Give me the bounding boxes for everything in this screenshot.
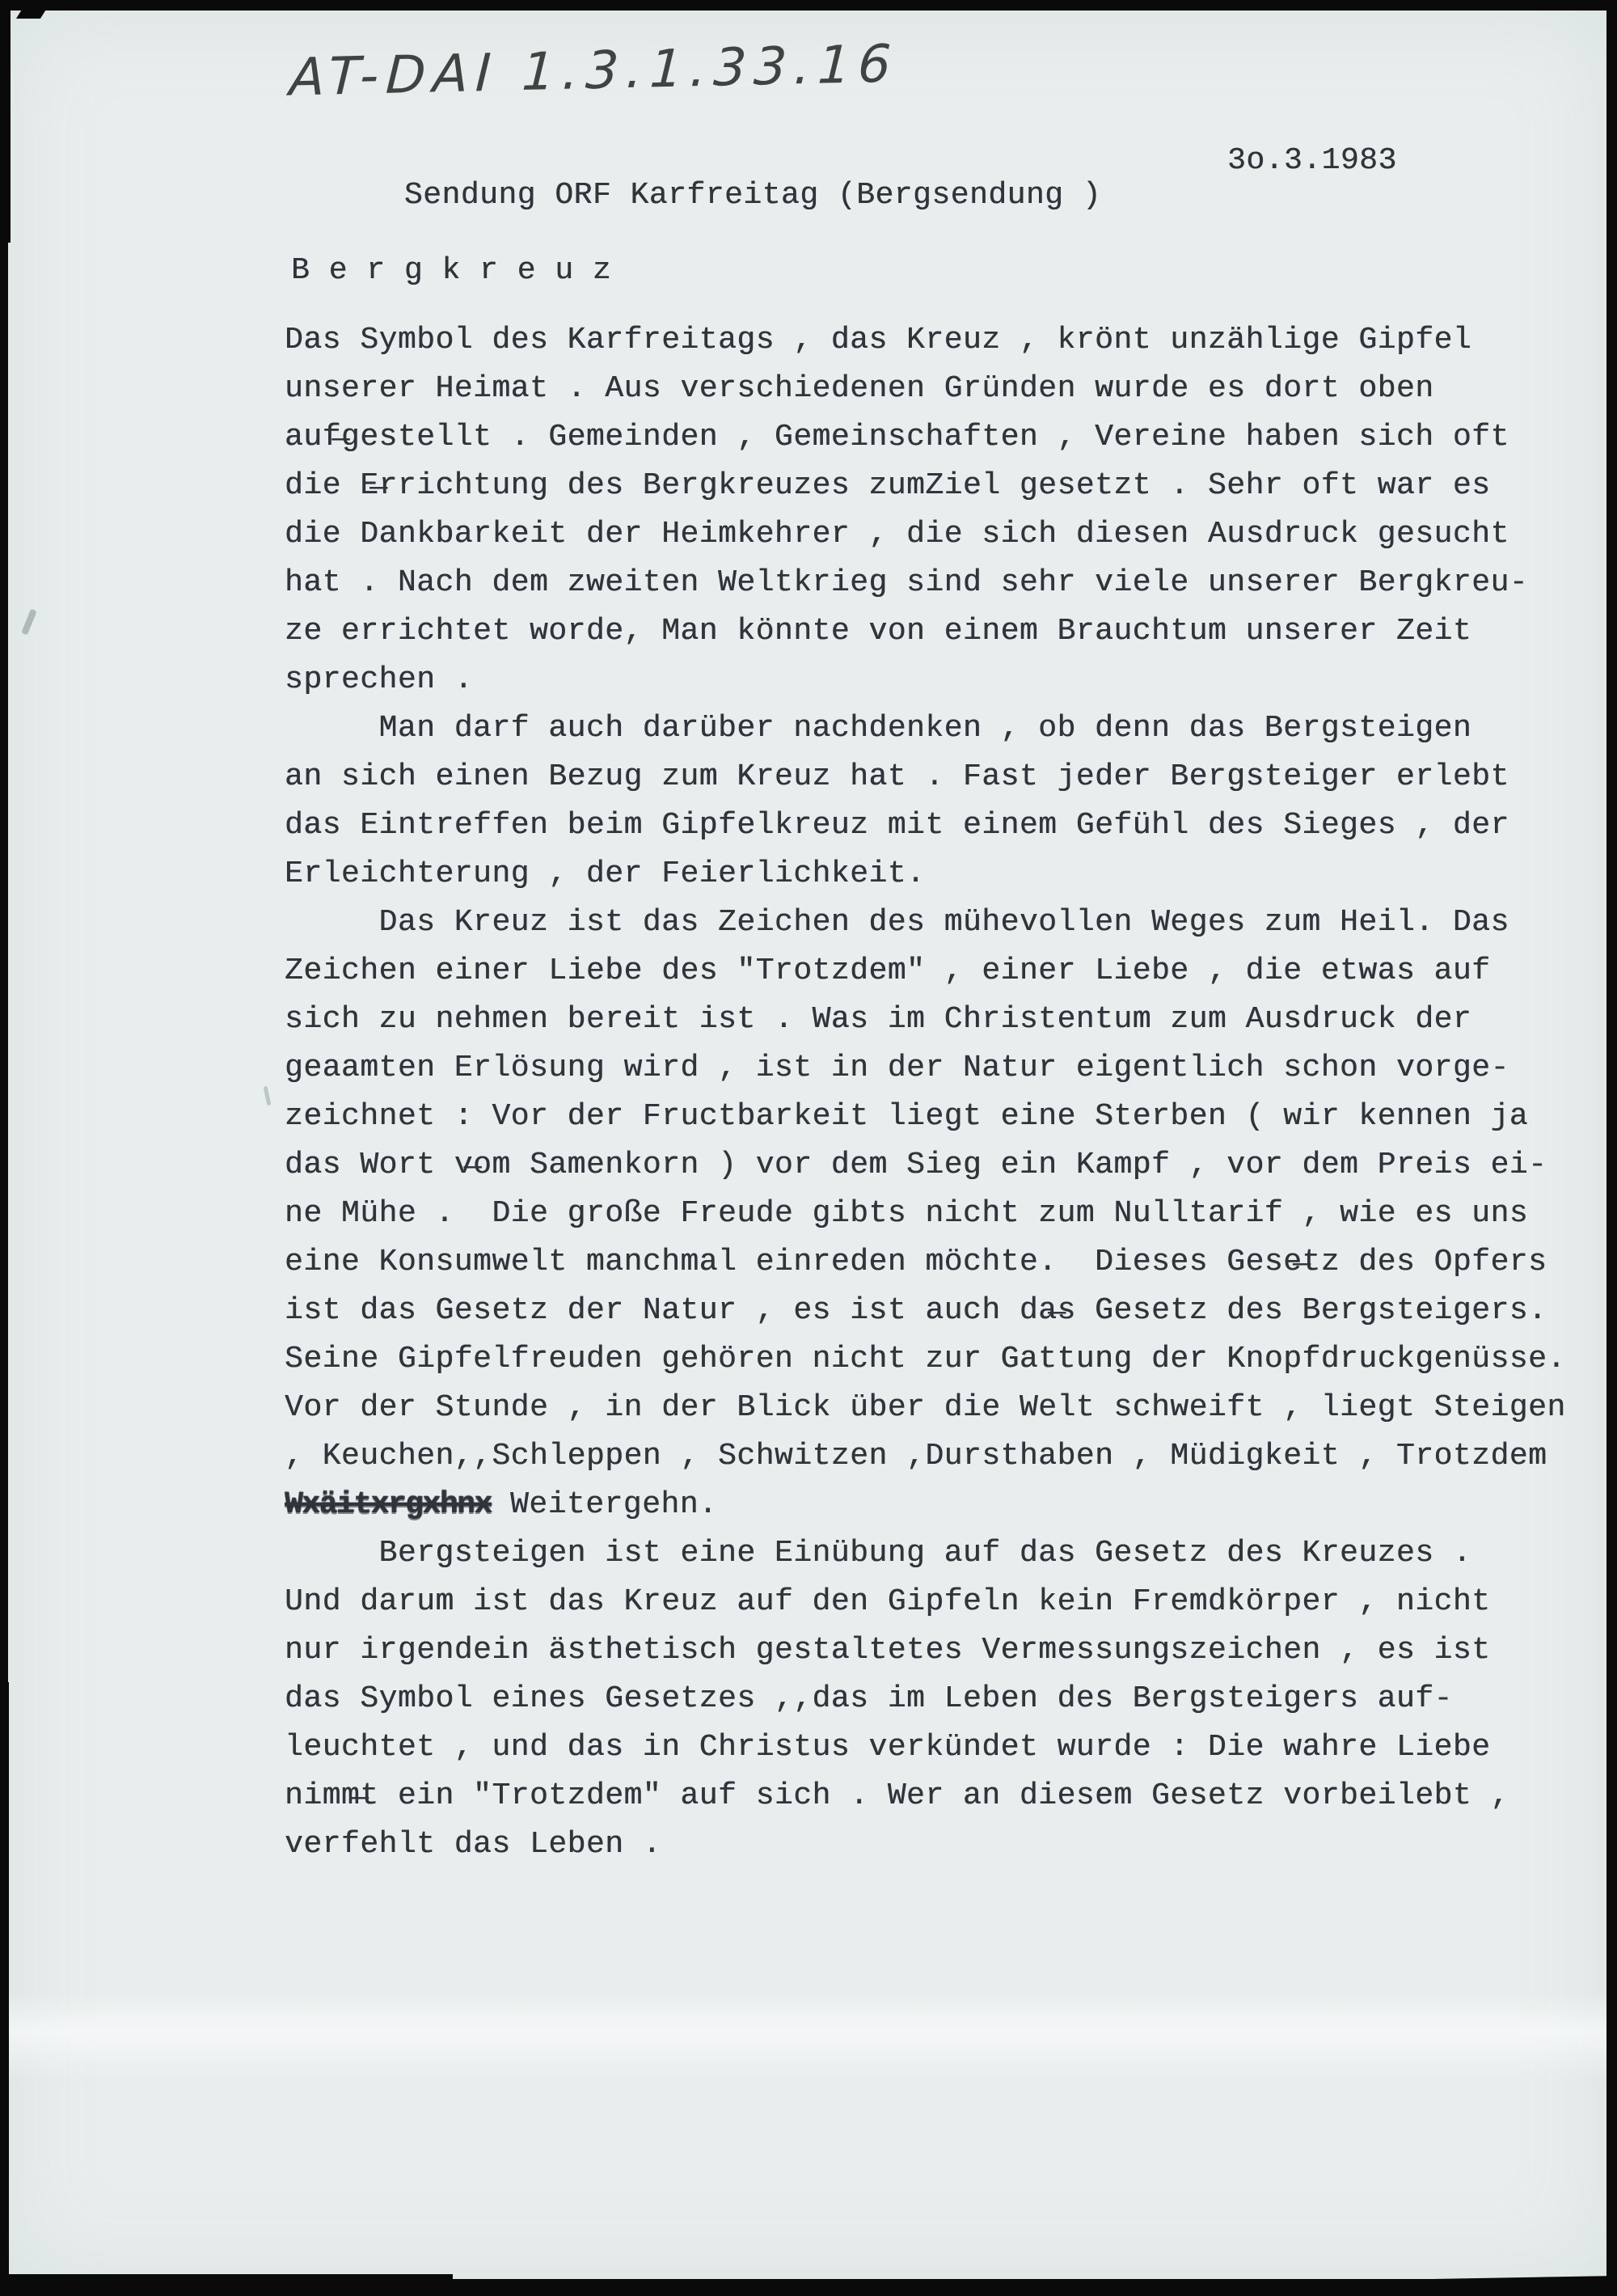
typed-text: unserer Heimat . Aus verschiedenen Gründen wurde es dort oben	[285, 371, 1434, 406]
typed-text: ist das Gesetz der Natur , es ist auch da̶s Gesetz des Bergsteigers.	[285, 1293, 1547, 1328]
typed-text: sprechen .	[285, 662, 474, 697]
typed-line	[285, 1238, 1611, 1287]
document-header	[291, 143, 1504, 213]
scan-edge-left-top	[0, 0, 11, 243]
typed-text: das Wort v̶om Samenkorn ) vor dem Sieg ein Kampf , vor dem Preis ei-	[285, 1148, 1547, 1182]
typed-line	[285, 559, 1611, 607]
typed-text: Das Symbol des Karfreitags , das Kreuz , krönt unzählige Gipfel	[285, 323, 1472, 357]
archive-reference-handwritten: AT-DAI 1.3.1.33.16	[288, 34, 900, 108]
typed-line	[285, 996, 1611, 1044]
typed-line	[285, 1093, 1611, 1141]
typed-line	[285, 607, 1611, 656]
typed-line	[285, 1044, 1611, 1093]
typed-text: auf̶gestellt . Gemeinden , Gemeinschaften , Vereine haben sich oft	[285, 420, 1509, 455]
typed-text: nur irgendein ästhetisch gestaltetes Vermessungszeichen , es ist	[285, 1633, 1491, 1668]
typed-line	[285, 365, 1611, 413]
scan-edge-bottom-right	[1407, 2276, 1617, 2296]
broadcast-title: Sendung ORF Karfreitag (Bergsendung )	[403, 178, 1102, 213]
typed-line	[285, 801, 1611, 850]
typed-text: nimm̶t ein "Trotzdem" auf sich . Wer an diesem Gesetz vorbeilebt ,	[285, 1778, 1509, 1813]
typed-word-struck-out: Wxäitxrgxhnx	[285, 1487, 492, 1522]
typed-text: ne Mühe . Die große Freude gibts nicht zum Nulltarif , wie es uns	[285, 1196, 1529, 1231]
typed-text: Seine Gipfelfreuden gehören nicht zur Gattung der Knopfdruckgenüsse.	[285, 1342, 1566, 1376]
typed-line	[285, 413, 1611, 462]
typed-text: das Eintreffen beim Gipfelkreuz mit einem Gefühl des Sieges , der	[285, 808, 1509, 843]
typed-lines	[285, 316, 1611, 1869]
typed-line	[285, 656, 1611, 704]
typed-line	[285, 1626, 1611, 1675]
typed-line	[285, 850, 1611, 899]
typed-text: Erleichterung , der Feierlichkeit.	[285, 856, 926, 891]
typed-text: Das Kreuz ist das Zeichen des mühevollen Weges zum Heil. Das	[285, 905, 1509, 940]
typed-line	[285, 1141, 1611, 1190]
typed-line	[285, 1335, 1611, 1384]
scan-edge-bottom-left	[0, 2274, 453, 2292]
typed-text: geaamten Erlösung wird , ist in der Natur eigentlich schon vorge-	[285, 1051, 1509, 1085]
typed-text: die Dankbarkeit der Heimkehrer , die sich diesen Ausdruck gesucht	[285, 517, 1509, 552]
typed-text: Weitergehn.	[491, 1487, 718, 1522]
paper-crease-mark	[264, 1086, 272, 1106]
typed-text: Und darum ist das Kreuz auf den Gipfeln kein Fremdkörper , nicht	[285, 1584, 1491, 1619]
typed-text: ze errichtet worde, Man könnte von einem Brauchtum unserer Zeit	[285, 614, 1472, 649]
typed-text: sich zu nehmen bereit ist . Was im Christentum zum Ausdruck der	[285, 1002, 1472, 1037]
typed-line	[285, 1432, 1611, 1481]
typed-text: zeichnet : Vor der Fructbarkeit liegt eine Sterben ( wir kennen ja	[285, 1099, 1529, 1134]
typed-text: Vor der Stunde , in der Blick über die Welt schweift , liegt Steigen	[285, 1390, 1566, 1425]
typed-line	[285, 1190, 1611, 1238]
typed-line	[285, 316, 1611, 365]
typed-text: Man darf auch darüber nachdenken , ob denn das Bergsteigen	[285, 711, 1472, 746]
typed-text: eine Konsumwelt manchmal einreden möchte. Dieses Gese̶tz des Opfers	[285, 1245, 1547, 1279]
typed-line	[285, 753, 1611, 801]
typed-text: Bergsteigen ist eine Einübung auf das Gesetz des Kreuzes .	[285, 1536, 1472, 1571]
typed-line	[285, 1675, 1611, 1723]
typed-text: Zeichen einer Liebe des "Trotzdem" , einer Liebe , die etwas auf	[285, 953, 1491, 988]
document-title: B e r g k r e u z	[291, 253, 612, 288]
typed-line	[285, 510, 1611, 559]
typed-text: an sich einen Bezug zum Kreuz hat . Fast jeder Bergsteiger erlebt	[285, 759, 1509, 794]
typed-line	[285, 1384, 1611, 1432]
typed-line	[285, 1481, 1611, 1529]
typed-line	[285, 704, 1611, 753]
typed-text: das Symbol eines Gesetzes ,,das im Leben des Bergsteigers auf-	[285, 1681, 1453, 1716]
typed-text: hat . Nach dem zweiten Weltkrieg sind sehr viele unserer Bergkreu-	[285, 565, 1529, 600]
typed-line	[285, 899, 1611, 947]
typed-line	[285, 1723, 1611, 1772]
scan-edge-left-bottom	[0, 1682, 9, 2292]
typed-line	[285, 1529, 1611, 1578]
typed-line	[285, 947, 1611, 996]
typed-text: leuchtet , und das in Christus verkündet wurde : Die wahre Liebe	[285, 1730, 1491, 1765]
broadcast-date: 3o.3.1983	[1227, 143, 1397, 178]
typed-text: die E̶rrichtung des Bergkreuzes zumZiel gesetzt . Sehr oft war es	[285, 468, 1491, 503]
typed-line	[285, 1820, 1611, 1869]
paper-crease-mark	[21, 609, 36, 636]
typed-line	[285, 1772, 1611, 1820]
paper-sheet	[8, 11, 1606, 2279]
typed-text: verfehlt das Leben .	[285, 1827, 662, 1862]
typed-text: , Keuchen,,Schleppen , Schwitzen ,Dursthaben , Müdigkeit , Trotzdem	[285, 1439, 1547, 1474]
typed-line	[285, 462, 1611, 510]
typed-line	[285, 1578, 1611, 1626]
paper-fold-highlight	[8, 1992, 1606, 2081]
typed-line	[285, 1287, 1611, 1335]
